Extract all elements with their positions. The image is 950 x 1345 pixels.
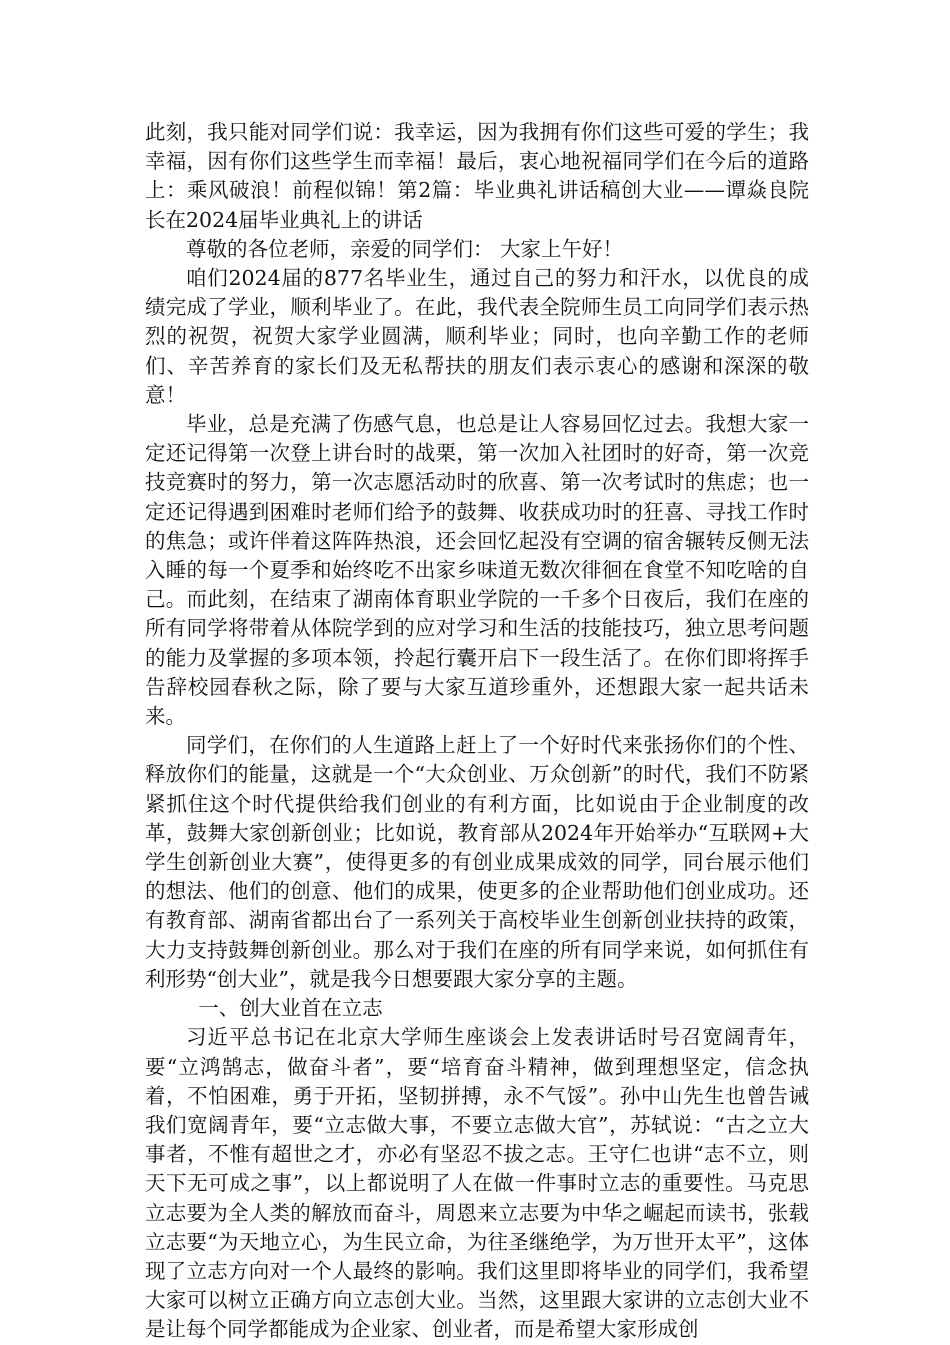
paragraph-memories: 毕业，总是充满了伤感气息，也总是让人容易回忆过去。我想大家一定还记得第一次登上讲台时的战栗，第一次加入社团时的好奇，第一次竞技竞赛时的努力，第一次志愿活动时的欣喜、第一次考试时的焦虑；也一定还记得遇到困难时老师们给予的鼓舞、收获成功时的狂喜、寻找工作时的焦急；或许伴着这阵阵热浪，还会回忆起没有空调的宿舍辗转反侧无法入睡的每一个夏季和始终吃不出家乡味道无数次徘徊在食堂不知吃啥的自己。而此刻，在结束了湖南体育职业学院的一千多个日夜后，我们在座的所有同学将带着从体院学到的应对学习和生活的技能技巧，独立思考问题的能力及掌握的多项本领，拎起行囊开启下一段生活了。在你们即将挥手告辞校园春秋之际，除了要与大家互道珍重外，还想跟大家一起共话未来。 (145, 412, 809, 729)
section-heading-1: 一、创大业首在立志 (198, 996, 383, 1021)
paragraph-salutation: 尊敬的各位老师，亲爱的同学们： 大家上午好！ (186, 236, 624, 261)
paragraph-closing-and-title: 此刻，我只能对同学们说：我幸运，因为我拥有你们这些可爱的学生；我幸福，因有你们这些学生而幸福！最后，衷心地祝福同学们在今后的道路上：乘风破浪！前程似锦！第2篇：毕业典礼讲话稿创大业——谭焱良院长在2024届毕业典礼上的讲话 (145, 120, 809, 232)
paragraph-congratulations: 咱们2024届的877名毕业生，通过自己的努力和汗水，以优良的成绩完成了学业，顺利毕业了。在此，我代表全院师生员工向同学们表示热烈的祝贺，祝贺大家学业圆满，顺利毕业；同时，也向辛勤工作的老师们、辛苦养育的家长们及无私帮扶的朋友们表示衷心的感谢和深深的敬意！ (145, 266, 809, 407)
document-page (145, 118, 809, 1345)
paragraph-era: 同学们，在你们的人生道路上赶上了一个好时代来张扬你们的个性、释放你们的能量，这就是一个“大众创业、万众创新”的时代，我们不防紧紧抓住这个时代提供给我们创业的有利方面，比如说由于企业制度的改革，鼓舞大家创新创业；比如说，教育部从2024年开始举办“互联网+大学生创新创业大赛”，使得更多的有创业成果成效的同学，同台展示他们的想法、他们的创意、他们的成果，使更多的企业帮助他们创业成功。还有教育部、湖南省都出台了一系列关于高校毕业生创新创业扶持的政策，大力支持鼓舞创新创业。那么对于我们在座的所有同学来说，如何抓住有利形势“创大业”，就是我今日想要跟大家分享的主题。 (145, 733, 809, 991)
paragraph-aspiration: 习近平总书记在北京大学师生座谈会上发表讲话时号召宽阔青年，要“立鸿鹄志，做奋斗者”，要“培育奋斗精神，做到理想坚定，信念执着，不怕困难，勇于开拓，坚韧拼搏，永不气馁”。孙中山先生也曾告诫我们宽阔青年，要“立志做大事，不要立志做大官”，苏轼说：“古之立大事者，不惟有超世之才，亦必有坚忍不拔之志。王守仁也讲“志不立，则天下无可成之事”，以上都说明了人在做一件事时立志的重要性。马克思立志要为全人类的解放而奋斗，周恩来立志要为中华之崛起而读书，张载立志要“为天地立心，为生民立命，为往圣继绝学，为万世开太平”，这体现了立志方向对一个人最终的影响。我们这里即将毕业的同学们，我希望大家可以树立正确方向立志创大业。当然，这里跟大家讲的立志创大业不是让每个同学都能成为企业家、创业者，而是希望大家形成创 (145, 1025, 809, 1342)
